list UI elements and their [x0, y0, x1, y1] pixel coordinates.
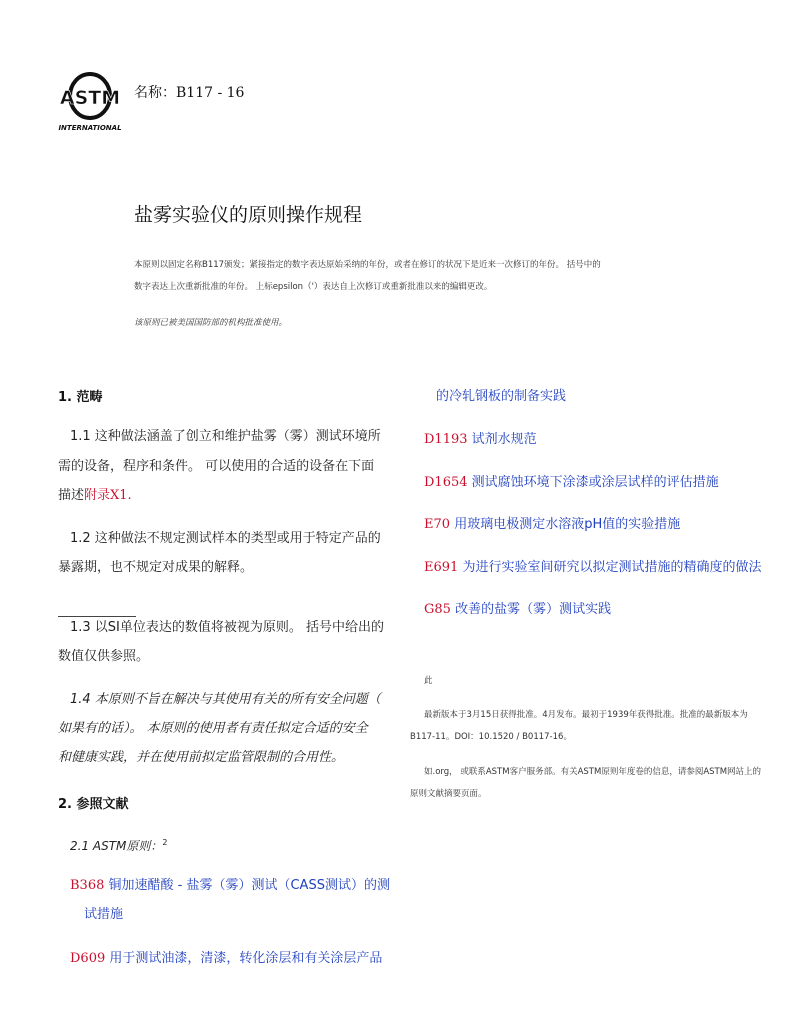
para-1-1-line-1: 1.1 这种做法涵盖了创立和维护盐雾（雾）测试环境所: [70, 429, 381, 444]
appendix-x1-link[interactable]: 附录X1.: [84, 488, 132, 503]
ref-g85[interactable]: [424, 598, 611, 617]
ref-e70-title[interactable]: 用玻璃电极测定水溶液pH值的实验措施: [454, 517, 681, 532]
ref-b368-title-cont[interactable]: 试措施: [84, 907, 124, 922]
ref-d1654[interactable]: [424, 471, 719, 490]
ref-b368[interactable]: [70, 871, 390, 901]
astm-logo-subtext: INTERNATIONAL: [58, 124, 122, 132]
ref-d1193-title[interactable]: 试剂水规范: [471, 432, 537, 447]
intro-line-1: 本原则以固定名称B117颁发；紧接指定的数字表达原始采纳的年份，或者在修订的状况下是近来一次修订的年份。 括号中的: [134, 260, 601, 270]
ref-d609-title-cont[interactable]: 的冷轧钢板的制备实践: [436, 389, 567, 404]
ref-g85-code[interactable]: G85: [424, 602, 451, 617]
para-1-3-line-1: 1.3 以SI单位表达的数值将被视为原则。 括号中给出的: [70, 620, 385, 635]
ref-d1193[interactable]: [424, 428, 537, 447]
para-1-1-line-3: [58, 481, 132, 511]
document-title: 盐雾实验仪的原则操作规程: [134, 204, 363, 226]
intro-line-2: 数字表达上次重新批准的年份。 上标epsilon（'）表达自上次修订或重新批准以来的编辑更改。: [134, 282, 493, 292]
section-1-heading: 1. 范畴: [58, 390, 103, 405]
para-1-2-line-2: 暴露期，也不规定对成果的解释。: [58, 560, 254, 575]
footnote-3-line-2: 原则文献摘要页面。: [410, 789, 487, 799]
astm-logo: [58, 72, 130, 134]
intro-line-3: 该原则已被美国国防部的机构批准使用。: [134, 318, 288, 328]
footnote-2-line-1: 最新版本于3月15日获得批准。4月发布。最初于1939年获得批准。批准的最新版本为: [424, 710, 748, 720]
ref-e70-code[interactable]: E70: [424, 517, 451, 532]
ref-e691[interactable]: [424, 556, 761, 575]
footnote-3-line-1: 如.org， 或联系ASTM客户服务部。有关ASTM原则年度卷的信息，请参阅ASTM网站上的: [424, 767, 762, 777]
ref-e691-title[interactable]: 为进行实验室间研究以拟定测试措施的精确度的做法: [462, 560, 762, 575]
ref-d609[interactable]: [70, 944, 382, 974]
para-1-1-line-3-prefix: 描述: [58, 488, 85, 503]
ref-d609-title[interactable]: 用于测试油漆，清漆，转化涂层和有关涂层产品: [109, 951, 383, 966]
ref-e70[interactable]: [424, 513, 680, 532]
footnote-2-marker: 2: [162, 838, 168, 847]
ref-d1193-code[interactable]: D1193: [424, 432, 468, 447]
para-2-1: [70, 828, 168, 861]
ref-d1654-code[interactable]: D1654: [424, 475, 468, 490]
para-1-4-line-1: 1.4 本原则不旨在解决与其使用有关的所有安全问题（: [70, 692, 381, 707]
para-1-3-line-2: 数值仅供参照。: [58, 649, 150, 664]
para-2-1-text: 2.1 ASTM原则：: [70, 839, 163, 853]
footnote-1: 此: [424, 676, 433, 686]
para-1-4-line-3: 和健康实践，并在使用前拟定监管限制的合用性。: [58, 750, 345, 765]
ref-e691-code[interactable]: E691: [424, 560, 459, 575]
footnote-2-line-2: B117-11。DOI：10.1520 / B0117-16。: [410, 732, 572, 742]
ref-g85-title[interactable]: 改善的盐雾（雾）测试实践: [455, 602, 612, 617]
ref-d1654-title[interactable]: 测试腐蚀环境下涂漆或涂层试样的评估措施: [471, 475, 719, 490]
para-1-2-line-1: 1.2 这种做法不规定测试样本的类型或用于特定产品的: [70, 531, 381, 546]
para-1-1-line-2: 需的设备，程序和条件。 可以使用的合适的设备在下面: [58, 459, 375, 474]
astm-logo-text: ASTM: [59, 87, 121, 109]
para-1-4-line-2: 如果有的话）。 本原则的使用者有责任拟定合适的安全: [58, 721, 368, 736]
section-2-heading: 2. 参照文献: [58, 797, 129, 812]
ref-d609-code[interactable]: D609: [70, 951, 106, 966]
designation: 名称：B117 - 16: [134, 85, 245, 101]
ref-b368-title[interactable]: 铜加速醋酸 - 盐雾（雾）测试（CASS测试）的测: [108, 878, 390, 893]
ref-b368-code[interactable]: B368: [70, 878, 105, 893]
